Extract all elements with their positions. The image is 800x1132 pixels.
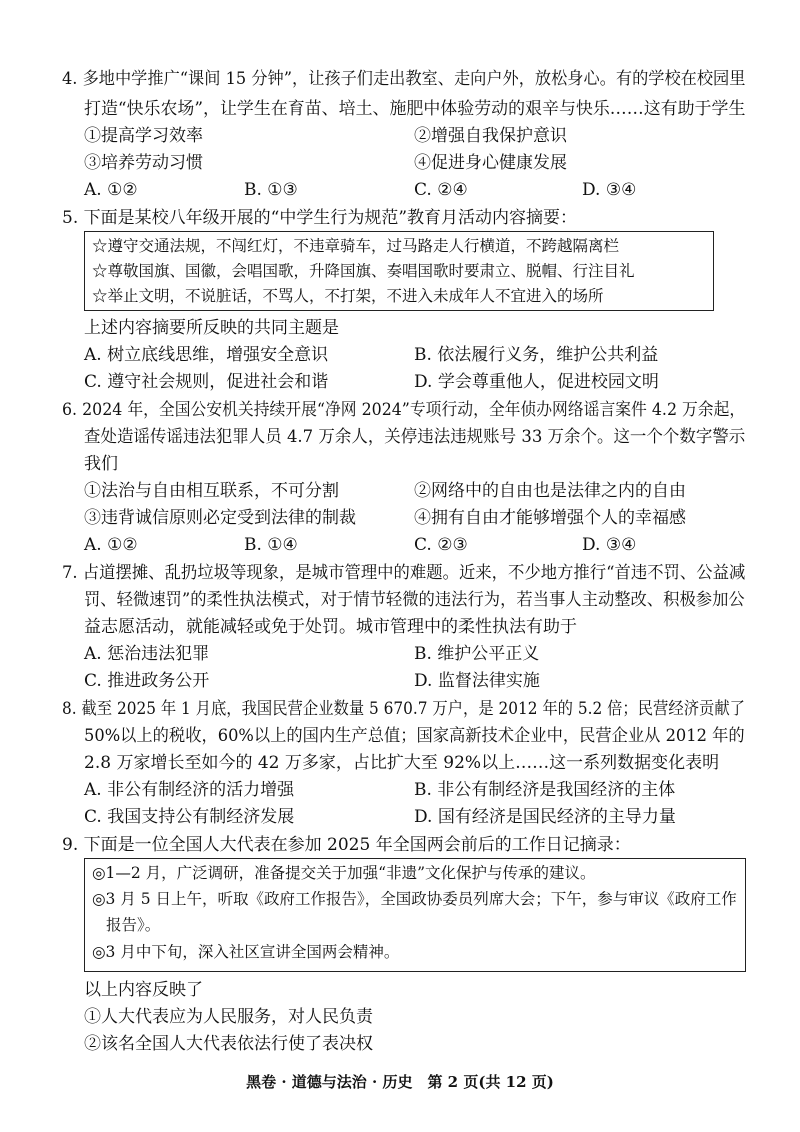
q7-stem-line2: 罚、轻微速罚”的柔性执法模式，对于情节轻微的违法行为，若当事人主动整改、积极参加公: [84, 590, 745, 610]
q5-option-a: A. 树立底线思维，增强安全意识: [84, 345, 329, 365]
q4-option-b: B. ①③: [244, 180, 298, 200]
q9-box-line3: ◎3 月中下旬，深入社区宣讲全国两会精神。: [92, 943, 400, 961]
page-footer: 黑卷 · 道德与法治 · 历史 第 2 页(共 12 页): [246, 1073, 554, 1091]
q7-stem-line3: 益志愿活动，就能减轻或免于处罚。城市管理中的柔性执法有助于: [84, 617, 577, 637]
q9-statement-1: ①人大代表应为人民服务，对人民负责: [84, 1007, 373, 1027]
q5-box-line3: ☆举止文明，不说脏话，不骂人，不打架，不进入未成年人不宜进入的场所: [92, 287, 604, 305]
q5-stem: 5. 下面是某校八年级开展的“中学生行为规范”教育月活动内容摘要：: [62, 208, 578, 228]
q5-option-d: D. 学会尊重他人，促进校园文明: [414, 372, 659, 392]
q6-stem-line3: 我们: [84, 454, 118, 474]
q9-statement-2: ②该名全国人大代表依法行使了表决权: [84, 1034, 373, 1054]
q4-option-c: C. ②④: [414, 180, 468, 200]
q7-option-b: B. 维护公平正义: [414, 644, 540, 664]
q7-option-c: C. 推进政务公开: [84, 671, 210, 691]
q6-option-d: D. ③④: [582, 535, 637, 555]
q9-box-line1: ◎1—2 月，广泛调研，准备提交关于加强“非遗”文化保护与传承的建议。: [92, 864, 596, 882]
q6-stem-line2: 查处造谣传谣违法犯罪人员 4.7 万余人，关停违法违规账号 33 万余个。这一个个数字警示: [84, 427, 746, 447]
q5-box-line1: ☆遵守交通法规，不闯红灯，不违章骑车，过马路走人行横道，不跨越隔离栏: [92, 237, 620, 255]
q6-option-b: B. ①④: [244, 535, 298, 555]
q6-statement-3: ③违背诚信原则必定受到法律的制裁: [84, 508, 356, 528]
q6-statement-1: ①法治与自由相互联系，不可分割: [84, 481, 339, 501]
q6-stem-line1: 6. 2024 年，全国公安机关持续开展“净网 2024”专项行动，全年侦办网络谣言案件 4.2 万余起，: [62, 400, 746, 420]
q6-statement-4: ④拥有自由才能够增强个人的幸福感: [414, 508, 686, 528]
q8-stem-line1: 8. 截至 2025 年 1 月底，我国民营企业数量 5 670.7 万户，是 2012 年的 5.2 倍；民营经济贡献了: [62, 699, 745, 719]
q9-box-line2b: 报告》。: [106, 916, 161, 934]
q5-question: 上述内容摘要所反映的共同主题是: [84, 318, 339, 338]
q8-stem-line3: 2.8 万家增长至如今的 42 万多家，占比扩大至 92%以上……这一系列数据变化表明: [84, 753, 720, 773]
q5-option-b: B. 依法履行义务，维护公共利益: [414, 345, 659, 365]
q7-option-a: A. 惩治违法犯罪: [84, 644, 210, 664]
q5-option-c: C. 遵守社会规则，促进社会和谐: [84, 372, 329, 392]
q8-option-b: B. 非公有制经济是我国经济的主体: [414, 780, 676, 800]
q4-statement-2: ②增强自我保护意识: [414, 126, 567, 146]
q4-option-d: D. ③④: [582, 180, 637, 200]
q4-stem-line2: 打造“快乐农场”，让学生在育苗、培土、施肥中体验劳动的艰辛与快乐……这有助于学生: [84, 99, 746, 119]
q9-stem: 9. 下面是一位全国人大代表在参加 2025 年全国两会前后的工作日记摘录：: [62, 835, 631, 855]
q4-statement-4: ④促进身心健康发展: [414, 153, 567, 173]
q7-option-d: D. 监督法律实施: [414, 671, 540, 691]
q9-box-line2a: ◎3 月 5 日上午，听取《政府工作报告》，全国政协委员列席大会；下午，参与审议《政府工作: [92, 890, 737, 908]
q9-question: 以上内容反映了: [84, 980, 203, 1000]
q8-stem-line2: 50%以上的税收，60%以上的国内生产总值；国家高新技术企业中，民营企业从 2012 年的: [84, 726, 745, 746]
q5-box-line2: ☆尊敬国旗、国徽，会唱国歌，升降国旗、奏唱国歌时要肃立、脱帽、行注目礼: [92, 262, 635, 280]
q4-stem-line1: 4. 多地中学推广“课间 15 分钟”，让孩子们走出教室、走向户外，放松身心。有的学校在校园里: [62, 69, 746, 89]
q4-statement-3: ③培养劳动习惯: [84, 153, 203, 173]
q4-option-a: A. ①②: [84, 180, 138, 200]
q6-option-c: C. ②③: [414, 535, 468, 555]
q6-statement-2: ②网络中的自由也是法律之内的自由: [414, 481, 686, 501]
q8-option-c: C. 我国支持公有制经济发展: [84, 807, 295, 827]
q4-statement-1: ①提高学习效率: [84, 126, 203, 146]
q8-option-a: A. 非公有制经济的活力增强: [84, 780, 295, 800]
q7-stem-line1: 7. 占道摆摊、乱扔垃圾等现象，是城市管理中的难题。近来，不少地方推行“首违不罚、公益减: [62, 563, 746, 583]
q6-option-a: A. ①②: [84, 535, 138, 555]
q8-option-d: D. 国有经济是国民经济的主导力量: [414, 807, 676, 827]
